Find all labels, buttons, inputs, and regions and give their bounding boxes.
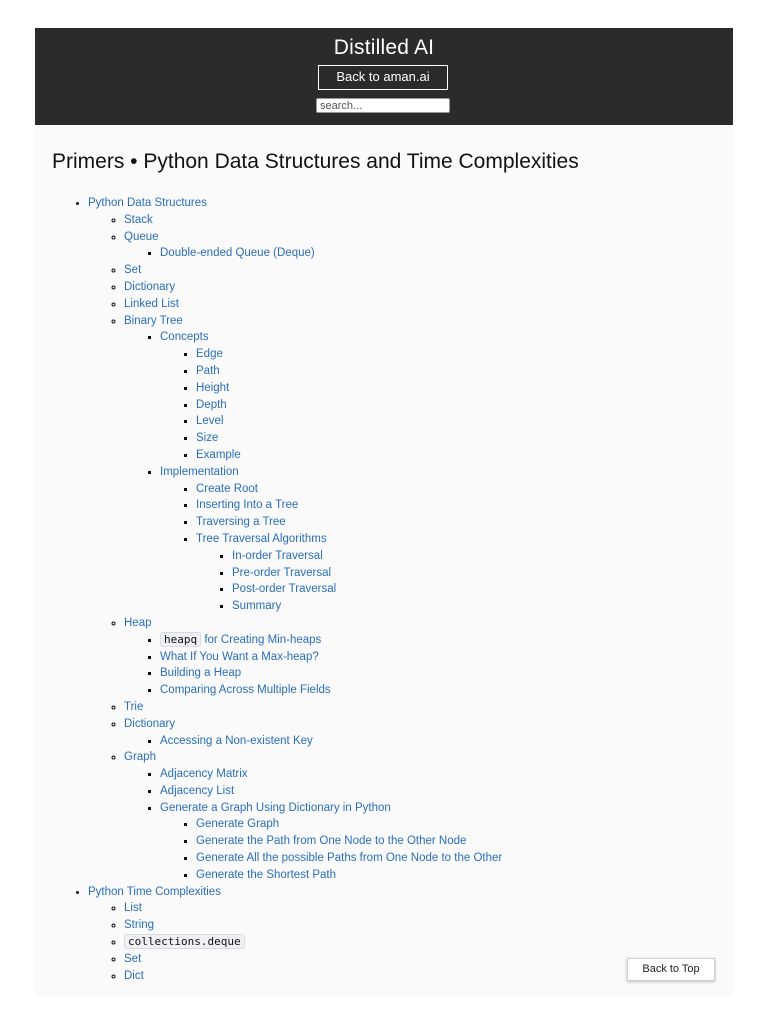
toc-link-adjacency-list[interactable]: Adjacency List	[160, 784, 235, 797]
toc-link-generate-graph[interactable]: Generate Graph	[196, 818, 280, 831]
back-to-top-button[interactable]: Back to Top	[627, 958, 715, 981]
toc-item	[232, 565, 733, 582]
toc-link-python-time-complexities[interactable]: Python Time Complexities	[88, 885, 221, 898]
toc-item	[196, 430, 733, 447]
toc-item	[196, 363, 733, 380]
toc-link-level[interactable]: Level	[196, 415, 224, 428]
toc-link-graph[interactable]: Graph	[124, 751, 156, 764]
toc-item	[196, 816, 733, 833]
toc-item	[232, 581, 733, 598]
toc-link-generate-all-paths[interactable]: Generate All the possible Paths from One Node to the Other	[196, 852, 503, 865]
toc-link-path[interactable]: Path	[196, 364, 220, 377]
toc-item	[160, 245, 733, 262]
toc-item	[196, 850, 733, 867]
toc-link-linked-list[interactable]: Linked List	[124, 297, 179, 310]
toc-item	[160, 682, 733, 699]
toc-link-trie[interactable]: Trie	[124, 700, 144, 713]
toc-item	[124, 262, 733, 279]
toc-item	[124, 279, 733, 296]
toc-item	[88, 195, 733, 884]
toc-link-dictionary[interactable]: Dictionary	[124, 280, 176, 293]
toc-item	[196, 380, 733, 397]
toc-link-concepts[interactable]: Concepts	[160, 331, 209, 344]
toc-link-example[interactable]: Example	[196, 448, 241, 461]
toc-item	[196, 447, 733, 464]
toc-link-set[interactable]: Set	[124, 264, 142, 277]
toc-item	[124, 212, 733, 229]
toc-link-inserting[interactable]: Inserting Into a Tree	[196, 499, 299, 512]
toc-item	[160, 329, 733, 463]
toc-item	[160, 665, 733, 682]
toc-item	[196, 833, 733, 850]
toc-item	[160, 766, 733, 783]
search-input[interactable]	[316, 98, 450, 113]
toc-link-height[interactable]: Height	[196, 381, 230, 394]
toc-item	[124, 296, 733, 313]
toc-link-deque[interactable]: Double-ended Queue (Deque)	[160, 247, 315, 260]
toc-item	[160, 800, 733, 884]
toc-item	[124, 615, 733, 699]
back-to-site-button[interactable]: Back to aman.ai	[318, 65, 448, 90]
toc-item	[232, 548, 733, 565]
toc-link-tc-deque[interactable]	[124, 936, 245, 948]
toc-link-postorder[interactable]: Post-order Traversal	[232, 583, 337, 596]
toc-item	[196, 481, 733, 498]
toc-item	[160, 783, 733, 800]
toc-link-nonexistent-key[interactable]: Accessing a Non-existent Key	[160, 734, 313, 747]
toc-link-generate-graph-dict[interactable]: Generate a Graph Using Dictionary in Python	[160, 801, 391, 814]
toc-link-tc-list[interactable]: List	[124, 902, 142, 915]
toc-link-building-heap[interactable]: Building a Heap	[160, 667, 242, 680]
toc-link-heapq-text: for Creating Min-heaps	[201, 633, 322, 646]
toc-link-depth[interactable]: Depth	[196, 398, 227, 411]
toc-link-binary-tree[interactable]: Binary Tree	[124, 314, 183, 327]
toc-link-stack[interactable]: Stack	[124, 213, 153, 226]
toc-link-size[interactable]: Size	[196, 432, 219, 445]
page-title: Primers • Python Data Structures and Time Complexities	[52, 150, 579, 173]
toc-link-generate-path[interactable]: Generate the Path from One Node to the Other Node	[196, 835, 467, 848]
toc-item	[196, 514, 733, 531]
toc-link-heapq[interactable]	[160, 634, 321, 646]
toc-item	[196, 497, 733, 514]
toc-link-tc-set[interactable]: Set	[124, 952, 142, 965]
toc-item	[196, 413, 733, 430]
toc-link-max-heap[interactable]: What If You Want a Max-heap?	[160, 650, 319, 663]
toc-item	[124, 313, 733, 615]
page-container	[35, 28, 733, 996]
toc-link-heap[interactable]: Heap	[124, 616, 152, 629]
toc-item	[196, 531, 733, 615]
toc-link-edge[interactable]: Edge	[196, 348, 223, 361]
toc-link-traversal-algorithms[interactable]: Tree Traversal Algorithms	[196, 532, 327, 545]
toc-item	[160, 464, 733, 615]
toc-link-summary[interactable]: Summary	[232, 600, 282, 613]
toc-item	[124, 699, 733, 716]
toc-link-inorder[interactable]: In-order Traversal	[232, 549, 323, 562]
toc-link-tc-dict[interactable]: Dict	[124, 969, 144, 982]
toc-item	[196, 346, 733, 363]
toc-link-preorder[interactable]: Pre-order Traversal	[232, 566, 332, 579]
toc-item	[196, 867, 733, 884]
inline-code: heapq	[160, 632, 201, 647]
toc-link-adjacency-matrix[interactable]: Adjacency Matrix	[160, 768, 248, 781]
site-header	[35, 28, 733, 125]
toc-item	[196, 397, 733, 414]
toc-item	[124, 917, 733, 934]
toc-link-implementation[interactable]: Implementation	[160, 465, 239, 478]
toc-item	[160, 632, 733, 649]
toc-link-create-root[interactable]: Create Root	[196, 482, 259, 495]
toc-link-comparing-fields[interactable]: Comparing Across Multiple Fields	[160, 684, 331, 697]
toc-link-traversing[interactable]: Traversing a Tree	[196, 516, 286, 529]
toc-link-generate-shortest-path[interactable]: Generate the Shortest Path	[196, 868, 337, 881]
toc-item	[124, 934, 733, 951]
toc-item	[160, 649, 733, 666]
toc-item	[160, 733, 733, 750]
site-title[interactable]: Distilled AI	[333, 36, 435, 59]
toc-link-queue[interactable]: Queue	[124, 230, 159, 243]
toc-link-dictionary-2[interactable]: Dictionary	[124, 717, 176, 730]
toc-item	[124, 716, 733, 750]
toc-item	[124, 900, 733, 917]
inline-code: collections.deque	[124, 934, 245, 949]
toc-item	[232, 598, 733, 615]
table-of-contents	[35, 195, 733, 984]
toc-link-tc-string[interactable]: String	[124, 919, 155, 932]
toc-item	[124, 229, 733, 263]
toc-link-python-data-structures[interactable]: Python Data Structures	[88, 197, 207, 209]
toc-item	[124, 749, 733, 883]
